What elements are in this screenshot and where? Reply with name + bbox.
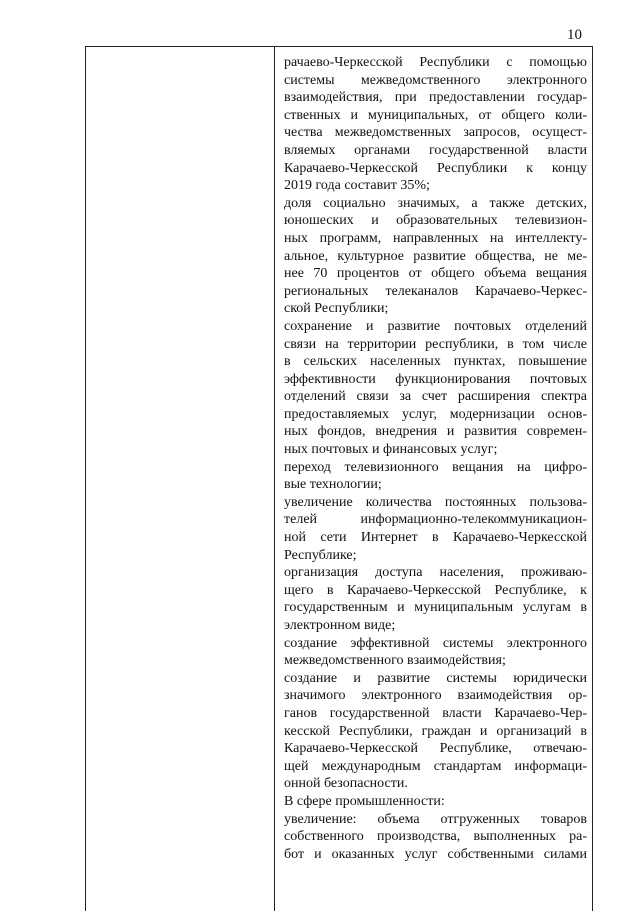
text-line: электронном виде; — [284, 618, 396, 633]
page-number: 10 — [567, 27, 582, 43]
paragraph — [284, 811, 587, 864]
text-line: отделений связи за счет расширения спектра — [284, 389, 587, 405]
text-line: ных программ, направленных на интеллекту- — [284, 230, 587, 246]
paragraph — [284, 793, 587, 811]
text-line: собственного производства, выполненных ра- — [284, 829, 587, 845]
text-line: межведомственного взаимодействия; — [284, 653, 506, 669]
text-line: ных почтовых и финансовых услуг; — [284, 442, 498, 458]
text-line: В сфере промышленности: — [284, 793, 445, 809]
text-line: создание и развитие системы юридически — [284, 670, 587, 686]
text-line: связи на территории республики, в том числе — [284, 336, 587, 352]
paragraph — [284, 459, 587, 494]
text-line: ганов государственной власти Карачаево-Чер- — [284, 705, 587, 721]
paragraph — [284, 494, 587, 564]
text-line: значимого электронного взаимодействия ор- — [284, 688, 587, 704]
text-line: рачаево-Черкесской Республики с помощью — [284, 55, 587, 70]
paragraph — [284, 318, 587, 459]
text-line: взаимодействия, при предоставлении государ- — [284, 90, 587, 106]
text-line: нее 70 процентов от общего объема вещания — [284, 266, 587, 282]
text-line: телей информационно-телекоммуникацион- — [284, 512, 587, 528]
text-line: государственным и муниципальным услугам в — [284, 600, 587, 616]
text-line: увеличение: объема отгруженных товаров — [284, 811, 587, 827]
text-line: системы межведомственного электронного — [284, 72, 587, 88]
text-line: щего в Карачаево-Черкесской Республике, к — [284, 582, 587, 598]
paragraph — [284, 670, 587, 793]
text-line: сохранение и развитие почтовых отделений — [284, 318, 587, 334]
text-line: альное, культурное развитие общества, не ме- — [284, 248, 587, 264]
paragraph — [284, 54, 587, 195]
text-line: региональных телеканалов Карачаево-Черкес- — [284, 283, 587, 299]
text-line: чества межведомственных запросов, осущест- — [284, 125, 587, 141]
text-line: предоставляемых услуг, модернизации основ- — [284, 406, 587, 422]
text-line: ственных и муниципальных, от общего коли- — [284, 107, 587, 123]
text-line: юношеских и образовательных телевизион- — [284, 213, 587, 229]
text-line: ной сети Интернет в Карачаево-Черкесской — [284, 530, 587, 546]
paragraph — [284, 195, 587, 318]
text-line: доля социально значимых, а также детских, — [284, 195, 587, 211]
document-table — [85, 46, 593, 911]
text-line: онной безопасности. — [284, 776, 408, 792]
text-line: Карачаево-Черкесской Республике, отвечаю- — [284, 741, 587, 757]
paragraph — [284, 564, 587, 634]
text-line: щей международным стандартам информаци- — [284, 758, 587, 774]
text-line: увеличение количества постоянных пользова- — [284, 494, 587, 510]
right-cell-text — [284, 54, 587, 863]
text-line: вые технологии; — [284, 477, 382, 493]
text-line: переход телевизионного вещания на цифро- — [284, 459, 587, 475]
text-line: ных фондов, внедрения и развития современ- — [284, 424, 587, 440]
text-line: Республике; — [284, 547, 357, 563]
text-line: Карачаево-Черкесской Республики к концу — [284, 160, 587, 176]
text-line: бот и оказанных услуг собственными силами — [284, 846, 587, 862]
text-line: создание эффективной системы электронного — [284, 635, 587, 651]
text-line: ской Республики; — [284, 301, 389, 317]
paragraph — [284, 635, 587, 670]
text-line: эффективности функционирования почтовых — [284, 371, 587, 387]
text-line: 2019 года составит 35%; — [284, 178, 430, 194]
text-line: кесской Республики, граждан и организаций в — [284, 723, 587, 739]
column-divider — [274, 47, 275, 911]
text-line: организация доступа населения, проживаю- — [284, 565, 587, 581]
text-line: вляемых органами государственной власти — [284, 142, 587, 158]
text-line: в сельских населенных пунктах, повышение — [284, 354, 587, 370]
